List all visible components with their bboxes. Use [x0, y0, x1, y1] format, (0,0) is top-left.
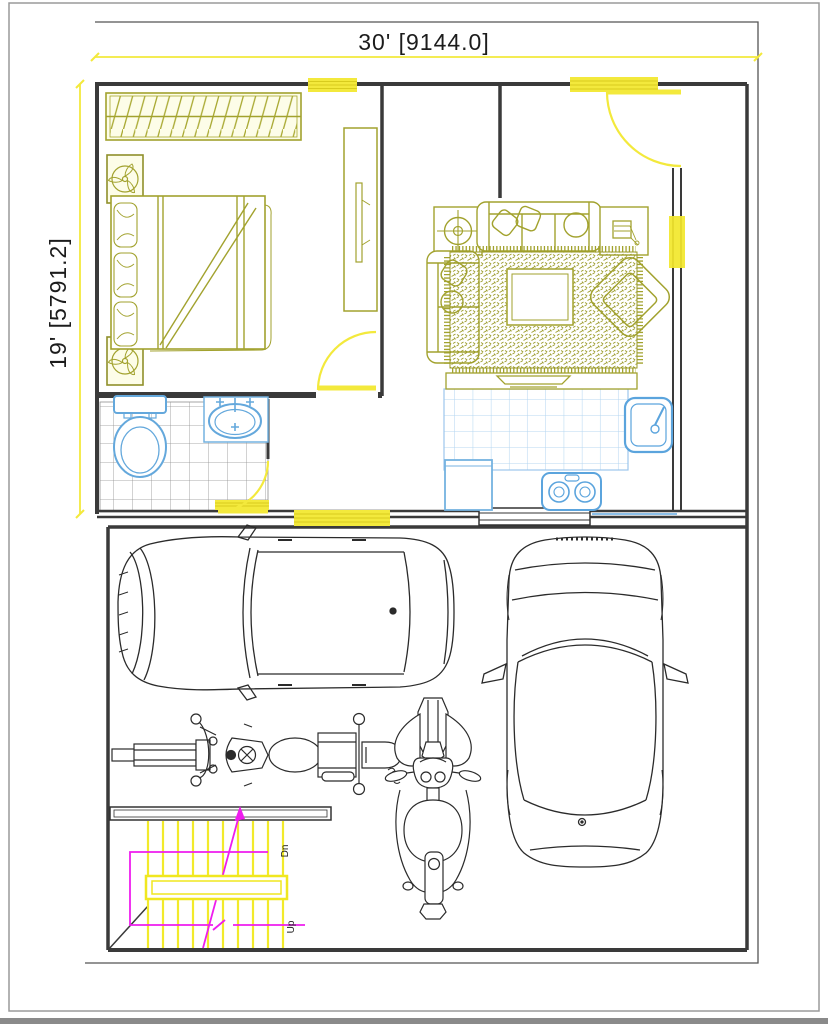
lamp-table	[434, 207, 482, 255]
toilet	[114, 396, 166, 477]
kitchen-sink	[625, 398, 672, 452]
coffee-table	[507, 269, 573, 325]
living-room	[427, 202, 674, 389]
scooter-mirror	[458, 769, 482, 784]
entry-door	[607, 92, 681, 166]
bedroom-door	[318, 332, 376, 390]
motorcycle-horizontal	[112, 714, 401, 795]
tv-unit-bedroom	[344, 128, 377, 311]
sofa-three-seat	[477, 202, 601, 251]
tv-console	[446, 373, 637, 389]
handrail	[146, 876, 287, 899]
window-interior-east	[669, 216, 685, 268]
window-north-1	[308, 78, 357, 92]
stair-landing-beam	[110, 807, 331, 820]
double-bed	[111, 196, 271, 351]
stair-corner-cut-line	[108, 906, 148, 950]
wardrobe	[106, 93, 301, 140]
window-garage-north	[294, 510, 390, 526]
staircase	[110, 806, 331, 948]
rug	[447, 249, 640, 371]
dimension-top	[91, 29, 762, 61]
kitchen-counter	[445, 460, 492, 510]
bedroom	[106, 93, 377, 385]
width-dimension-label: 30' [9144.0]	[358, 29, 490, 55]
scooter-vertical	[384, 698, 482, 919]
stairs-down-label: Dn	[280, 844, 291, 858]
car-horizontal	[118, 525, 454, 700]
dimension-left	[45, 80, 84, 518]
car-mirror	[482, 664, 506, 683]
scooter-mirror	[384, 769, 408, 784]
sink-counter	[204, 397, 268, 442]
car-mirror	[664, 664, 688, 683]
height-dimension-label: 19' [5791.2]	[45, 237, 71, 369]
car-vertical	[482, 537, 688, 867]
garage	[112, 525, 688, 919]
side-table-phone	[600, 207, 648, 255]
stairs-up-label: Up	[286, 920, 297, 934]
stove	[542, 473, 601, 510]
